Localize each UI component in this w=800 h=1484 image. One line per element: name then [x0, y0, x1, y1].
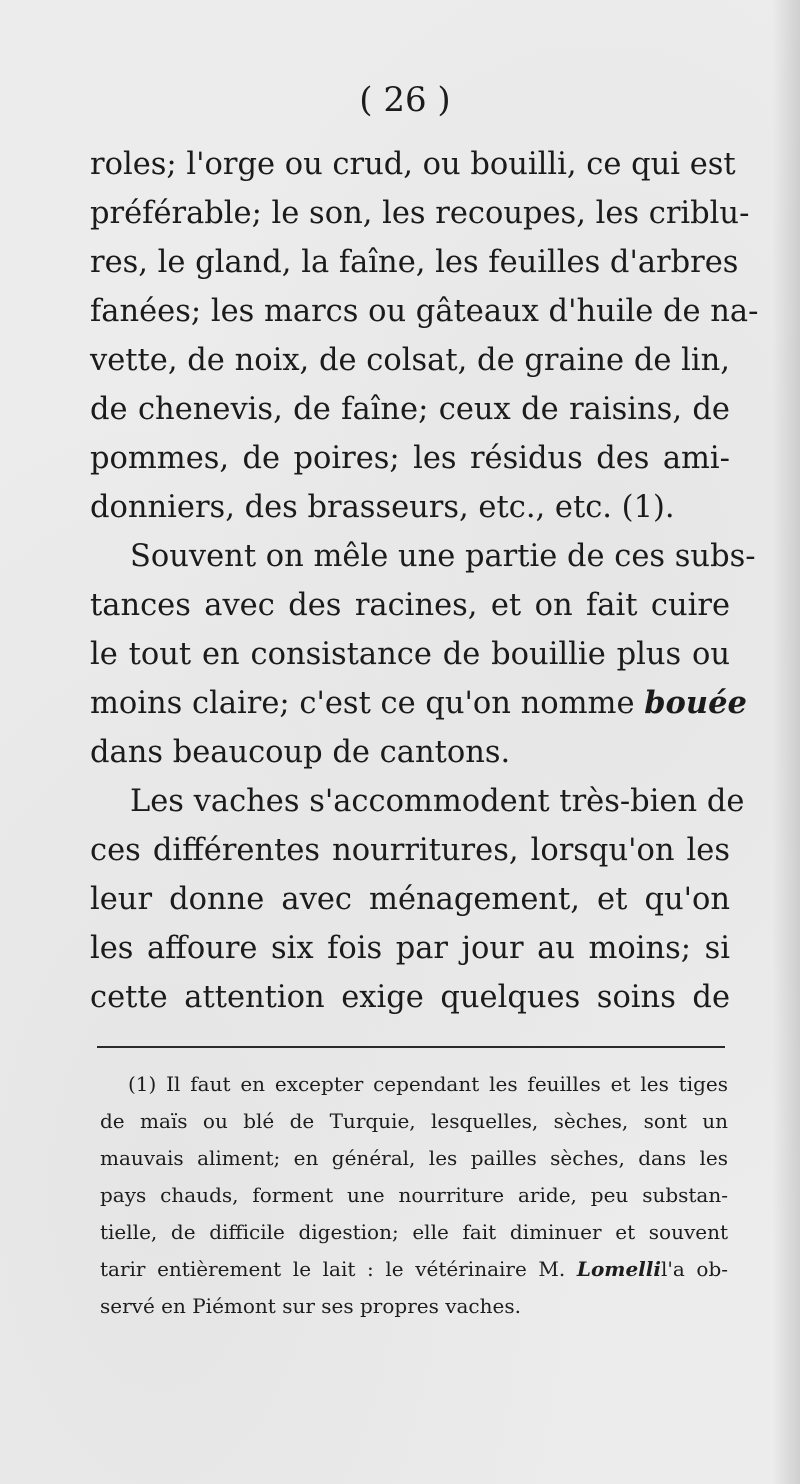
text-line: le tout en consistance de bouillie plus ou — [90, 637, 730, 672]
page-number: ( 26 ) — [359, 80, 451, 120]
page-edge-shadow — [772, 0, 800, 1484]
text-line: vette, de noix, de colsat, de graine de lin, — [90, 343, 730, 378]
footnote-line: (1) Il faut en excepter cependant les feuilles et les tiges — [128, 1072, 728, 1096]
main-text-block — [90, 140, 759, 1022]
text-line: res, le gland, la faîne, les feuilles d'arbres — [90, 245, 739, 280]
text-line: Les vaches s'accommodent très-bien de — [130, 784, 745, 819]
footnote-line: servé en Piémont sur ses propres vaches. — [100, 1294, 521, 1318]
text-line: fanées; les marcs ou gâteaux d'huile de na- — [90, 294, 759, 329]
footnote-line: mauvais aliment; en général, les pailles sèches, dans les — [100, 1146, 728, 1170]
text-line: roles; l'orge ou crud, ou bouilli, ce qui est — [90, 147, 736, 182]
footnote-line-tail: l'a ob- — [660, 1257, 729, 1281]
text-line: de chenevis, de faîne; ceux de raisins, de — [90, 392, 730, 427]
italic-term-bouee: bouée — [644, 685, 747, 721]
text-line: les affoure six fois par jour au moins; si — [90, 931, 730, 966]
text-line: tances avec des racines, et on fait cuire — [90, 588, 730, 623]
text-line-with-italic — [90, 679, 747, 728]
text-line: dans beaucoup de cantons. — [90, 735, 511, 770]
text-line: leur donne avec ménagement, et qu'on — [90, 882, 730, 917]
italic-name-lomelli: Lomelli — [576, 1257, 661, 1281]
footnote-block — [100, 1066, 728, 1325]
footnote-line: de maïs ou blé de Turquie, lesquelles, sèches, sont un — [100, 1109, 728, 1133]
text-line-start: moins claire; c'est ce qu'on nomme — [90, 686, 635, 721]
footnote-line-start: tarir entièrement le lait : le vétérinaire M. — [100, 1257, 566, 1281]
footnote-line: pays chauds, forment une nourriture aride, peu substan- — [100, 1183, 728, 1207]
text-line: cette attention exige quelques soins de — [90, 980, 730, 1015]
text-line: pommes, de poires; les résidus des ami- — [90, 441, 730, 476]
text-line: donniers, des brasseurs, etc., etc. (1). — [90, 490, 675, 525]
footnote-rule — [97, 1046, 725, 1048]
footnote-line: tielle, de difficile digestion; elle fait diminuer et souvent — [100, 1220, 728, 1244]
footnote-line-with-italic — [100, 1251, 728, 1288]
text-line: ces différentes nourritures, lorsqu'on les — [90, 833, 730, 868]
text-line: Souvent on mêle une partie de ces subs- — [130, 539, 756, 574]
text-line: préférable; le son, les recoupes, les criblu- — [90, 196, 750, 231]
